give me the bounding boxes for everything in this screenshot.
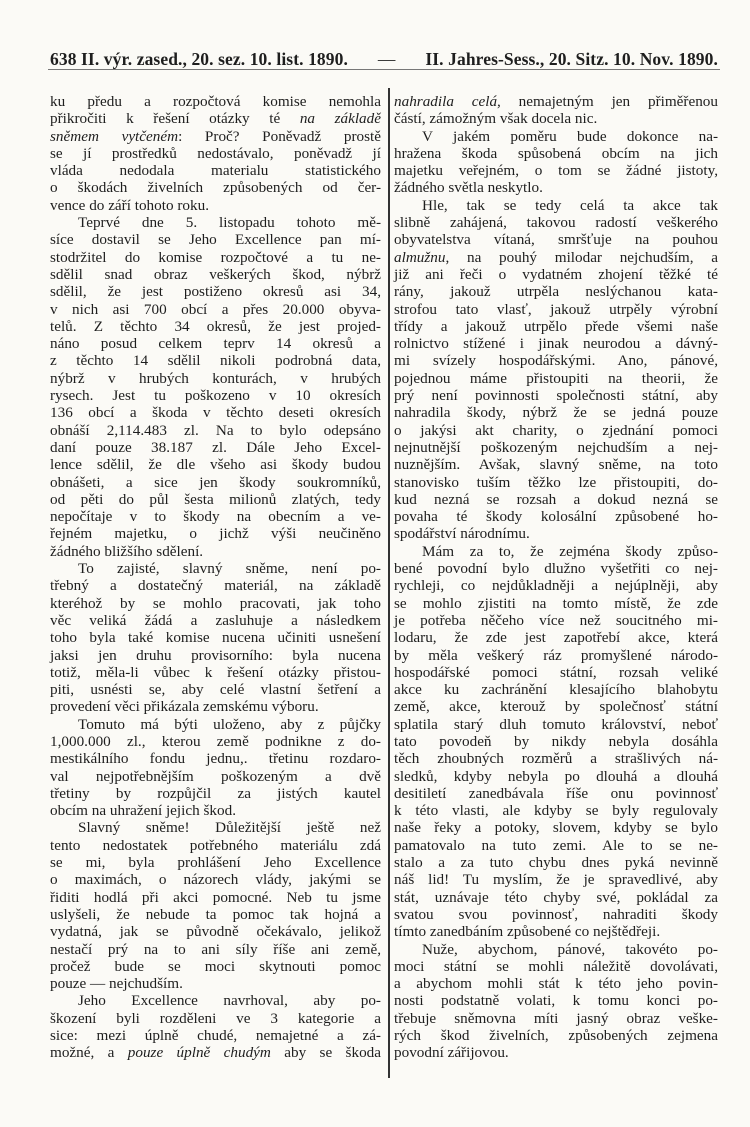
text-line: obcím na uhražení jejich škod. xyxy=(50,802,236,820)
left-column xyxy=(50,93,381,1062)
text-line: je potřeba něčeho více než soucitného mi- xyxy=(394,611,718,629)
text-line: kud nezná se rozsah a dokud nezná se xyxy=(394,490,718,508)
text-line: nýbrž v hrubých konturách, v hrubých xyxy=(50,369,381,387)
text-line: rysech. Jest tu poškozeno v 10 okresích xyxy=(50,387,381,405)
text-line: nestačí prý na to ani síly říše ani země, xyxy=(50,940,381,958)
paragraph xyxy=(50,716,381,820)
text-line: sice: mezi úplně chudé, nemajetné a zá- xyxy=(50,1027,381,1045)
text-line: pamatovalo na tuto zemi. Ale to se ne- xyxy=(394,836,718,854)
text-line: toho byla také komise nucena učiniti usnešení xyxy=(50,629,381,647)
paragraph xyxy=(50,214,381,560)
text-line: nejnutnější poškozeným nejchudším a nej- xyxy=(394,438,718,456)
text-segment: přikročiti k řešení otázky té xyxy=(50,110,300,128)
text-line: nosti podstatně volati, k tomu konci po- xyxy=(394,992,718,1010)
text-segment: , na pouhý milodar nejchudším, a xyxy=(445,248,718,266)
text-line: stanovisko tuším těžko lze přistoupiti, do- xyxy=(394,473,718,491)
running-header xyxy=(50,49,718,70)
text-line: naše řeky a potoky, slovem, kdyby se bylo xyxy=(394,819,718,837)
text-line: uslyšeli, že nebude ta pomoc tak hojná a xyxy=(50,905,381,923)
text-line xyxy=(50,110,381,127)
text-line: pouze — nejchudším. xyxy=(50,975,183,993)
text-line: totiž, měla-li vůbec k řešení otázky přistou- xyxy=(50,663,381,681)
italic-emphasis: na základě xyxy=(299,110,381,128)
text-line: To zajisté, slavný sněme, není po- xyxy=(78,560,381,578)
text-line: kteréhož by se mohlo pracovati, jak toho xyxy=(50,594,381,612)
text-line: stalo a za tuto chybu dnes pyká nevinně xyxy=(394,854,718,872)
text-line: pročež bude se moci skytnouti pomoc xyxy=(50,957,381,975)
text-line: a abychom mohli stát k této jeho povin- xyxy=(394,975,718,993)
text-line: telů. Z těchto 34 okresů, že jest projed- xyxy=(50,317,381,335)
text-line xyxy=(394,249,718,266)
text-segment: , nemajetným jen přiměřenou xyxy=(497,93,718,110)
text-line: splatila starý dluh tomuto království, neboť xyxy=(394,715,718,733)
text-line: síce dostavil se Jeho Excellence pan mí- xyxy=(50,231,381,249)
paragraph xyxy=(394,197,718,543)
text-line: ku předu a rozpočtová komise nemohla xyxy=(50,93,381,110)
text-line: povaha té škody kolosální způsobené ho- xyxy=(394,508,718,526)
text-line: pojednou máme přistoupiti na theorii, že xyxy=(394,369,718,387)
text-line: hražena škoda spůsobená obcím na jich xyxy=(394,144,718,162)
text-line: třebný a dostatečný materiál, na základě xyxy=(50,577,381,595)
text-line: obnášeti, a sice jen škody soukromníků, xyxy=(50,473,381,491)
text-line: by měla veškerý ráz promyšlené národo- xyxy=(394,646,718,664)
text-line: mestikálního fondu jednu,. třetinu rozdaro- xyxy=(50,750,381,768)
italic-emphasis: nahradila celá xyxy=(394,93,498,110)
text-line: lence sdělil, že dle všeho asi škody budou xyxy=(50,456,381,474)
text-line: moci státní se mohli náležitě dovolávati, xyxy=(394,957,718,975)
paragraph xyxy=(50,819,381,992)
text-line: hospodářské pomoci státní, rozsah veliké xyxy=(394,663,718,681)
text-line: V jakém poměru bude dokonce na- xyxy=(422,127,718,145)
italic-emphasis: pouze úplně chudým xyxy=(127,1044,271,1062)
right-column xyxy=(394,93,718,1062)
text-line: lodaru, že zde jest zapotřebí akce, která xyxy=(394,629,718,647)
header-czech: 638 II. výr. zased., 20. sez. 10. list. 1890. xyxy=(50,49,348,69)
text-line: těch zhoubných rozměrů a strašlivých ná- xyxy=(394,750,718,768)
text-segment: možné, a xyxy=(50,1044,128,1062)
column-divider xyxy=(388,88,390,1078)
text-line xyxy=(50,1044,381,1061)
text-line: tímto zanedbáním způsobené co nejštědřeji. xyxy=(394,923,661,941)
header-rule xyxy=(48,69,720,70)
italic-emphasis: sněmem vytčeném xyxy=(50,127,179,145)
text-line: obnáší 2,114.483 zl. Na to bylo odepsáno xyxy=(50,421,381,439)
text-line: nuznějším. Avšak, slavný sněme, na toto xyxy=(394,456,718,474)
paragraph xyxy=(50,992,381,1061)
text-line: jaksi jen druhu provisorního: byla nucena xyxy=(50,646,381,664)
text-line: Nuže, abychom, pánové, takovéto po- xyxy=(422,940,718,958)
text-line: mi svízely hospodářskými. Ano, pánové, xyxy=(394,352,718,370)
text-line: náno posud celkem teprv 14 okresů a xyxy=(50,335,381,353)
paragraph xyxy=(394,543,718,941)
text-line: slibně zahájená, takovou radostí veškerého xyxy=(394,214,718,232)
text-line: daní pouze 38.187 zl. Dále Jeho Excel- xyxy=(50,438,381,456)
text-line: nahradila škody, nýbrž že se jedná pouze xyxy=(394,404,718,422)
text-line: z těchto 14 sdělil nikoli podrobná data, xyxy=(50,352,381,370)
text-line: rány, jakouž utrpěla neslýchanou kata- xyxy=(394,283,718,301)
text-line: povodní zářijovou. xyxy=(394,1044,509,1062)
text-line: částí, zámožným však docela nic. xyxy=(394,110,598,128)
text-line: nepočítaje v to škody na obecním a ve- xyxy=(50,508,381,526)
text-line: provedení věci přikázala zemskému výboru. xyxy=(50,698,319,716)
text-line: Hle, tak se tedy celá ta akce tak xyxy=(422,196,718,214)
text-line: země, akce, kterouž by společnosť státní xyxy=(394,698,718,716)
paragraph xyxy=(50,560,381,716)
header-german: II. Jahres-Sess., 20. Sitz. 10. Nov. 1890. xyxy=(425,49,718,69)
paragraph xyxy=(50,93,381,214)
text-line: Teprvé dne 5. listopadu tohoto mě- xyxy=(78,214,381,232)
text-line: se mi, byla prohlášení Jeho Excellence xyxy=(50,854,381,872)
text-line: o jakýsi akt charity, o zjednání pomoci xyxy=(394,421,718,439)
paragraph xyxy=(394,93,718,128)
text-line: stodržitel do komise rozpočtové a tu ne- xyxy=(50,248,381,266)
text-line: vydatná, jak se původně očekávalo, jelikož xyxy=(50,923,381,941)
text-line: třebuje sněmovna míti jasný obraz veške- xyxy=(394,1009,718,1027)
text-line: svatou svou povinnosť, nahraditi škody xyxy=(394,905,718,923)
text-line: majetku veřejném, o tom se žádné jistoty, xyxy=(394,162,718,180)
text-line: žádného světla neskytlo. xyxy=(394,179,543,197)
text-line: val nejpotřebnějším poškozeným a dvě xyxy=(50,767,381,785)
text-line: rychleji, co nejdůkladněji a nejúplněji, aby xyxy=(394,577,718,595)
paragraph xyxy=(394,941,718,1062)
header-dash: — xyxy=(377,49,396,69)
text-line: Slavný sněme! Důležitější ještě než xyxy=(78,819,381,837)
text-line: desitiletí zanedbávala říše onu povinnosť xyxy=(394,784,718,802)
text-line: žádného bližšího sdělení. xyxy=(50,542,204,560)
text-line: 1,000.000 zl., kterou země podnikne z do- xyxy=(50,732,381,750)
text-line: k této vlasti, ale kdyby se byly regulovaly xyxy=(394,802,718,820)
text-line: sdělil, že jest postiženo okresů asi 34, xyxy=(50,283,381,301)
text-line: o škodách živelních způsobených od čer- xyxy=(50,179,381,197)
text-line: řiditi hodlá při akci pomocné. Neb tu jsme xyxy=(50,888,381,906)
text-line: tato povodeň by nikdy nebyla dosáhla xyxy=(394,732,718,750)
paragraph xyxy=(394,128,718,197)
text-line: 136 obcí a škoda v těchto deseti okresích xyxy=(50,404,381,422)
text-line: stát, uznávaje této chyby své, pokládal za xyxy=(394,888,718,906)
text-line xyxy=(50,128,381,145)
text-line: rolnictvo stížené i jinak neurodou a dávný- xyxy=(394,335,718,353)
text-line: piti, usnésti se, aby celé vlastní šetření a xyxy=(50,681,381,699)
text-line: Jeho Excellence navrhoval, aby po- xyxy=(78,992,381,1010)
text-line: tento nedostatek potřebného materiálu zdá xyxy=(50,836,381,854)
text-line: o maximách, o názorech vlády, jakými se xyxy=(50,871,381,889)
text-line: se mohlo zjistiti na tomto místě, že zde xyxy=(394,594,718,612)
text-line: řejném majetku, o jichž výši neučiněno xyxy=(50,525,381,543)
text-line: prý není povinnosti společnosti státní, aby xyxy=(394,387,718,405)
text-line: strofou tato vlasť, jakouž utrpěly výrobní xyxy=(394,300,718,318)
text-line: rých škod živelních, způsobených zejmena xyxy=(394,1027,718,1045)
text-line: třídy a jakouž utrpělo přede všemi naše xyxy=(394,317,718,335)
text-line: od pěti do půl šesta milionů zlatých, tedy xyxy=(50,490,381,508)
text-line: věc veliká žádá a zasluhuje a následkem xyxy=(50,611,381,629)
italic-emphasis: almužnu xyxy=(394,248,446,266)
text-line: vláda nedodala materialu statistického xyxy=(50,162,381,180)
text-line: obyvatelstva vítaná, smršťuje na pouhou xyxy=(394,231,718,249)
text-line: sdělil snad obraz veškerých škod, nýbrž xyxy=(50,265,381,283)
text-line: v nich asi 700 obcí a přes 20.000 obyva- xyxy=(50,300,381,318)
text-line: vence do září tohoto roku. xyxy=(50,196,209,214)
text-segment: aby se škoda xyxy=(270,1044,381,1062)
text-line: spodářství národnímu. xyxy=(394,525,530,543)
text-segment: : Proč? Poněvadž prostě xyxy=(178,127,381,145)
text-line: Tomuto má býti uloženo, aby z půjčky xyxy=(78,715,381,733)
text-line: sledků, kdyby nebyla po dlouhá a dlouhá xyxy=(394,767,718,785)
text-line: třetiny by rozpůjčil za jistých kautel xyxy=(50,784,381,802)
text-line xyxy=(394,93,718,110)
text-line: náš lid! Tu myslím, že je spravedlivé, aby xyxy=(394,871,718,889)
text-line: Mám za to, že zejména škody způso- xyxy=(422,542,718,560)
text-line: již ani řeči o vydatném zhojení těžké té xyxy=(394,265,718,283)
text-line: bené povodní bylo dlužno vyšetřiti co nej- xyxy=(394,560,718,578)
text-line: se jí prostředků nedostávalo, poněvadž jí xyxy=(50,144,381,162)
text-line: škození byli rozděleni ve 3 kategorie a xyxy=(50,1009,381,1027)
text-line: akce ku zachránění klesajícího blahobytu xyxy=(394,681,718,699)
